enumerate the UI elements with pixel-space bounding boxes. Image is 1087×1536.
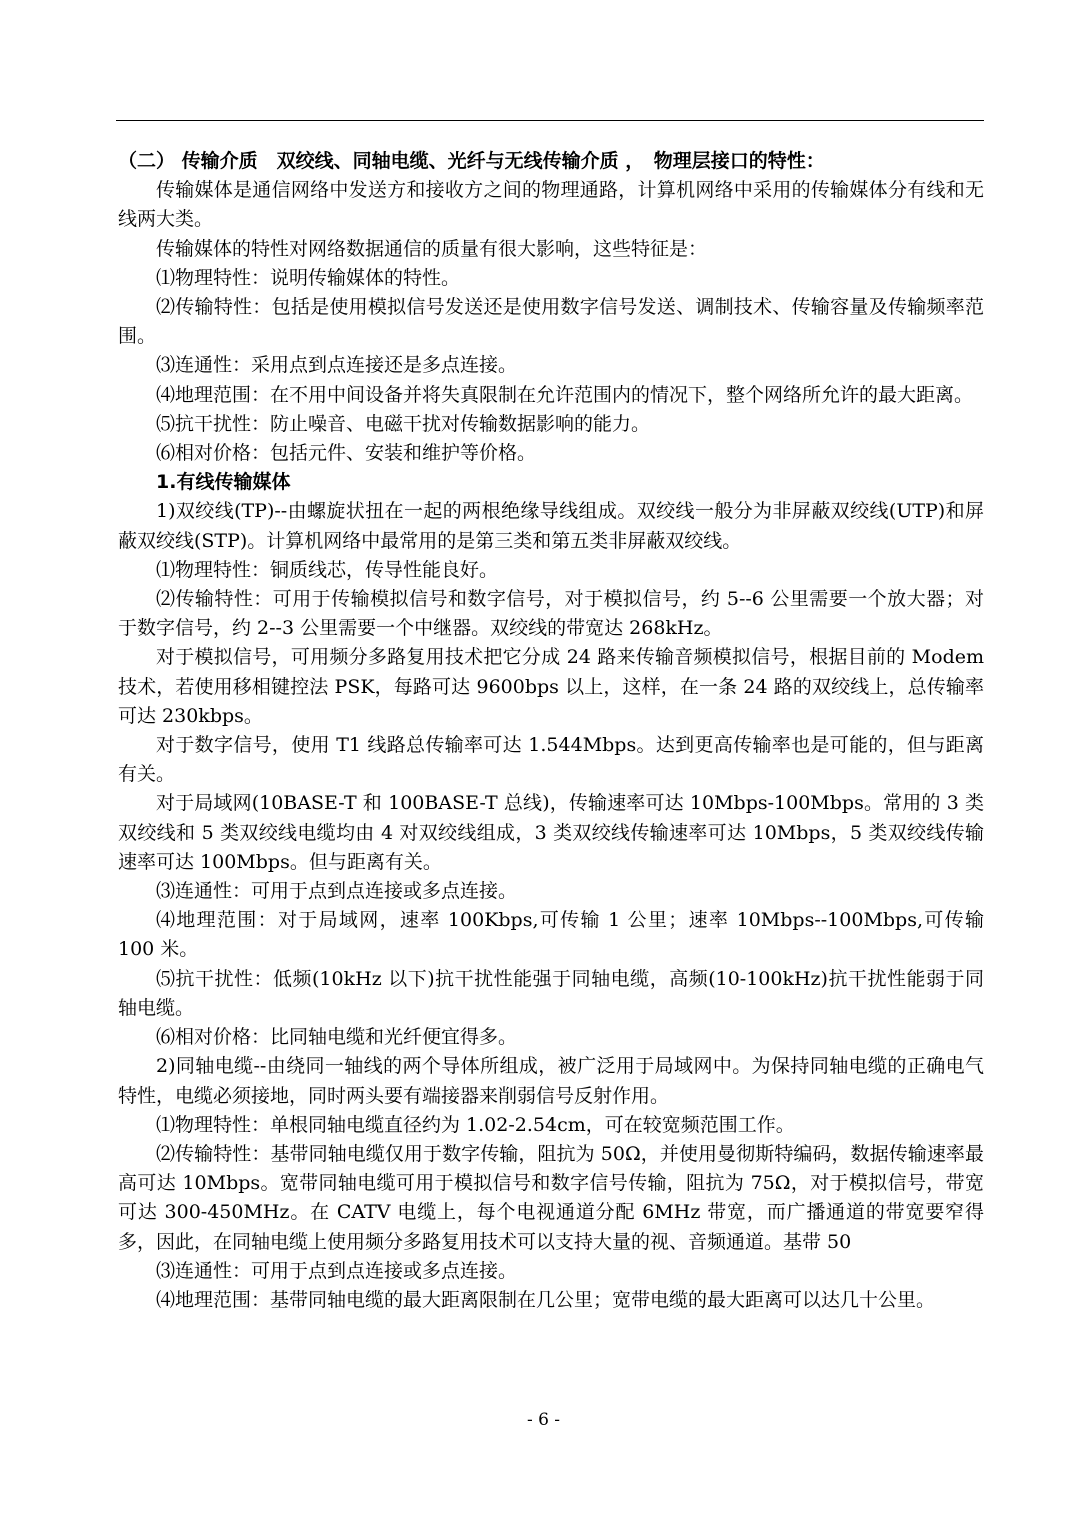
paragraph: 传输媒体的特性对网络数据通信的质量有很大影响，这些特征是：	[156, 237, 708, 260]
paragraph: ⑷地理范围：基带同轴电缆的最大距离限制在几公里；宽带电缆的最大距离可以达几十公里。	[156, 1288, 936, 1311]
paragraph: ⑶连通性：可用于点到点连接或多点连接。	[156, 1259, 518, 1282]
paragraph: 1)双绞线(TP)--由螺旋状扭在一起的两根绝缘导线组成。双绞线一般分为非屏蔽双绞线(UTP)和屏蔽双绞线(STP)。计算机网络中最常用的是第三类和第五类非屏蔽双绞线。	[118, 500, 984, 552]
paragraph: 2)同轴电缆--由绕同一轴线的两个导体所组成，被广泛用于局域网中。为保持同轴电缆的正确电气特性，电缆必须接地，同时两头要有端接器来削弱信号反射作用。	[118, 1055, 984, 1107]
paragraph: ⑵传输特性：包括是使用模拟信号发送还是使用数字信号发送、调制技术、传输容量及传输频率范围。	[118, 296, 984, 348]
page-number: - 6 -	[526, 1410, 561, 1430]
paragraph: ⑹相对价格：包括元件、安装和维护等价格。	[156, 442, 537, 465]
paragraph: ⑹相对价格：比同轴电缆和光纤便宜得多。	[156, 1026, 518, 1049]
paragraph: ⑵传输特性：基带同轴电缆仅用于数字传输，阻抗为 50Ω，并使用曼彻斯特编码，数据传输速率最高可达 10Mbps。宽带同轴电缆可用于模拟信号和数字信号传输，阻抗为 75Ω，对于模拟信号，带宽可达 300-450MHz。在 CATV 电缆上，每个电视通道分配 6MHz 带宽，而广播通道的带宽要窄得多，因此，在同轴电缆上使用频分多路复用技术可以支持大量的视、音频通道。基带 50	[118, 1142, 984, 1253]
paragraph: ⑴物理特性：铜质线芯，传导性能良好。	[156, 558, 499, 581]
paragraph: ⑸抗干扰性：低频(10kHz 以下)抗干扰性能强于同轴电缆，高频(10-100kHz)抗干扰性能弱于同轴电缆。	[118, 967, 984, 1019]
paragraph: ⑷地理范围：对于局域网，速率 100Kbps,可传输 1 公里；速率 10Mbps--100Mbps,可传输 100 米。	[118, 909, 984, 961]
header-rule	[116, 120, 984, 121]
subsection-heading: 1.有线传输媒体	[156, 471, 291, 494]
paragraph: 对于数字信号，使用 T1 线路总传输率可达 1.544Mbps。达到更高传输率也是可能的，但与距离有关。	[118, 734, 984, 786]
paragraph: ⑶连通性：可用于点到点连接或多点连接。	[156, 880, 518, 903]
paragraph: 传输媒体是通信网络中发送方和接收方之间的物理通路，计算机网络中采用的传输媒体分有线和无线两大类。	[118, 179, 984, 231]
paragraph: ⑴物理特性：单根同轴电缆直径约为 1.02-2.54cm，可在较宽频范围工作。	[156, 1113, 795, 1136]
paragraph: ⑶连通性：采用点到点连接还是多点连接。	[156, 354, 518, 377]
section-heading: （二） 传输介质 双绞线、同轴电缆、光纤与无线传输介质 ， 物理层接口的特性：	[118, 150, 825, 172]
paragraph: 对于局域网(10BASE-T 和 100BASE-T 总线)，传输速率可达 10Mbps-100Mbps。常用的 3 类双绞线和 5 类双绞线电缆均由 4 对双绞线组成，3 类双绞线传输速率可达 10Mbps，5 类双绞线传输速率可达 100Mbps。但与距离有关。	[118, 792, 984, 873]
paragraph: ⑸抗干扰性：防止噪音、电磁干扰对传输数据影响的能力。	[156, 412, 651, 435]
document-body	[118, 147, 984, 1315]
paragraph: ⑷地理范围：在不用中间设备并将失真限制在允许范围内的情况下，整个网络所允许的最大距离。	[156, 383, 974, 406]
paragraph: ⑵传输特性：可用于传输模拟信号和数字信号，对于模拟信号，约 5--6 公里需要一个放大器；对于数字信号，约 2--3 公里需要一个中继器。双绞线的带宽达 268kHz。	[118, 588, 984, 640]
paragraph: 对于模拟信号，可用频分多路复用技术把它分成 24 路来传输音频模拟信号，根据目前的 Modem 技术，若使用移相键控法 PSK，每路可达 9600bps 以上，这样，在一条 24 路的双绞线上，总传输率可达 230kbps。	[118, 646, 984, 727]
paragraph: ⑴物理特性：说明传输媒体的特性。	[156, 266, 461, 289]
